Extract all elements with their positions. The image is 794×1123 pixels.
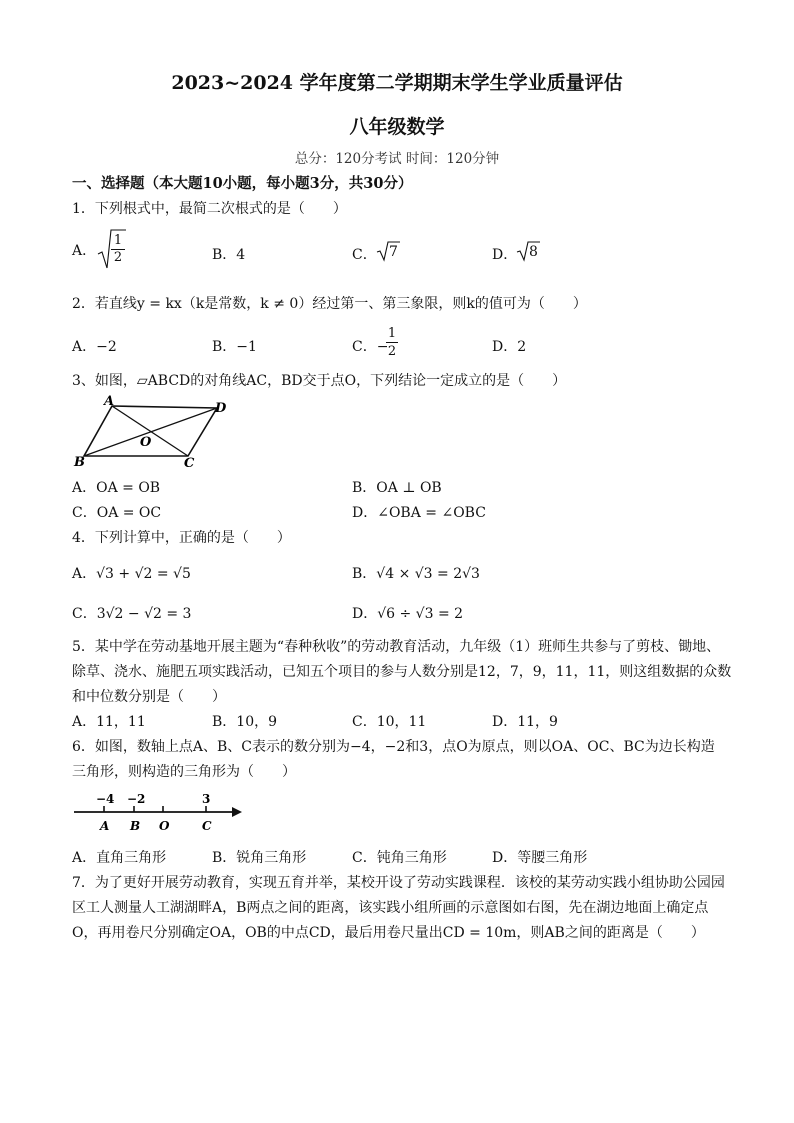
q6-option-b: B．锐角三角形 [212, 850, 307, 866]
q7-line-1: 7．为了更好开展劳动教育，实现五育并举，某校开设了劳动实践课程．该校的某劳动实践小组协助公园园 [72, 875, 725, 891]
fig-label-b: B [74, 455, 85, 470]
q3-option-d: D．∠OBA = ∠OBC [352, 505, 486, 521]
q6-line-1: 6．如图，数轴上点A、B、C表示的数分别为−4，−2和3，点O为原点，则以OA、OC、BC为边长构造 [72, 739, 715, 755]
fig-label-d: D [215, 401, 227, 416]
q2-c-denominator: 2 [387, 344, 397, 359]
q1-option-a [72, 240, 96, 260]
q3-parallelogram-figure [72, 394, 232, 470]
q6-option-a: A．直角三角形 [72, 850, 167, 866]
exam-info: 总分：120分考试 时间：120分钟 [294, 151, 500, 167]
q1-option-b: B．4 [212, 247, 246, 263]
q5-line-2: 除草、浇水、施肥五项实践活动，已知五个项目的参与人数分别是12，7，9，11，11，则这组数据的众数 [72, 664, 732, 680]
q4-option-c: C．3√2 − √2 = 3 [72, 606, 192, 622]
q5-option-d: D．11，9 [492, 714, 558, 730]
point-label-a: A [100, 819, 110, 833]
q1-a-denominator: 2 [113, 250, 123, 265]
q1-stem: 1．下列根式中，最简二次根式的是（ ） [72, 201, 347, 217]
q4-option-d: D．√6 ÷ √3 = 2 [352, 606, 464, 622]
q2-c-numerator: 1 [387, 326, 397, 341]
exam-subject: 八年级数学 [349, 116, 445, 138]
q1-option-c-label: C． [352, 247, 377, 263]
q1-a-numerator: 1 [111, 233, 125, 250]
q1-option-d-value: 8 [529, 244, 538, 260]
exam-title: 2023~2024 学年度第二学期期末学生学业质量评估 [171, 72, 623, 94]
q5-option-a: A．11，11 [72, 714, 146, 730]
q5-line-1: 5．某中学在劳动基地开展主题为“春种秋收”的劳动教育活动，九年级（1）班师生共参与了剪枝、锄地、 [72, 639, 721, 655]
point-label-b: B [130, 819, 141, 833]
q7-line-2: 区工人测量人工湖湖畔A，B两点之间的距离，该实践小组所画的示意图如右图，先在湖边地面上确定点 [72, 900, 709, 916]
point-label-c: C [202, 819, 212, 833]
tick-label-neg4: −4 [96, 792, 115, 806]
q2-option-d: D．2 [492, 339, 527, 355]
section-heading: 一、选择题（本大题10小题，每小题3分，共30分） [72, 175, 413, 192]
q6-option-d: D．等腰三角形 [492, 850, 588, 866]
q6-line-2: 三角形，则构造的三角形为（ ） [72, 764, 296, 780]
number-line-arrow-icon [232, 807, 242, 817]
q4-stem: 4．下列计算中，正确的是（ ） [72, 530, 291, 546]
tick-label-neg2: −2 [127, 792, 146, 806]
q2-option-b: B．−1 [212, 339, 257, 355]
q3-stem: 3、如图，▱ABCD的对角线AC，BD交于点O，下列结论一定成立的是（ ） [72, 373, 567, 389]
fig-label-a: A [104, 394, 115, 409]
q5-option-c: C．10，11 [352, 714, 427, 730]
q5-option-b: B．10，9 [212, 714, 278, 730]
q3-option-c: C．OA = OC [72, 505, 162, 521]
q1-option-a-fraction [111, 233, 125, 266]
q5-line-3: 和中位数分别是（ ） [72, 689, 226, 705]
q6-number-line-figure [72, 790, 244, 836]
q1-option-c-value: 7 [389, 244, 398, 260]
q1-option-d-label: D． [492, 247, 518, 263]
q3-option-b: B．OA ⊥ OB [352, 480, 442, 496]
q6-option-c: C．钝角三角形 [352, 850, 447, 866]
q1-option-a-label: A． [72, 243, 97, 259]
tick-label-3: 3 [202, 792, 211, 806]
fig-label-c: C [184, 456, 195, 470]
q7-line-3: O，再用卷尺分别确定OA，OB的中点CD，最后用卷尺量出CD = 10m，则AB之间的距离是（ ） [72, 925, 705, 941]
q3-option-a: A．OA = OB [72, 480, 161, 496]
q2-option-c-label: C．− [352, 339, 389, 355]
q2-option-a: A．−2 [72, 339, 117, 355]
q2-option-c-fraction [386, 325, 398, 360]
q4-option-a: A．√3 + √2 = √5 [72, 566, 191, 582]
q4-option-b: B．√4 × √3 = 2√3 [352, 566, 480, 582]
fig-label-o: O [140, 435, 152, 450]
q2-stem: 2．若直线y = kx（k是常数，k ≠ 0）经过第一、第三象限，则k的值可为（ ） [72, 296, 587, 312]
point-label-o: O [159, 819, 170, 833]
